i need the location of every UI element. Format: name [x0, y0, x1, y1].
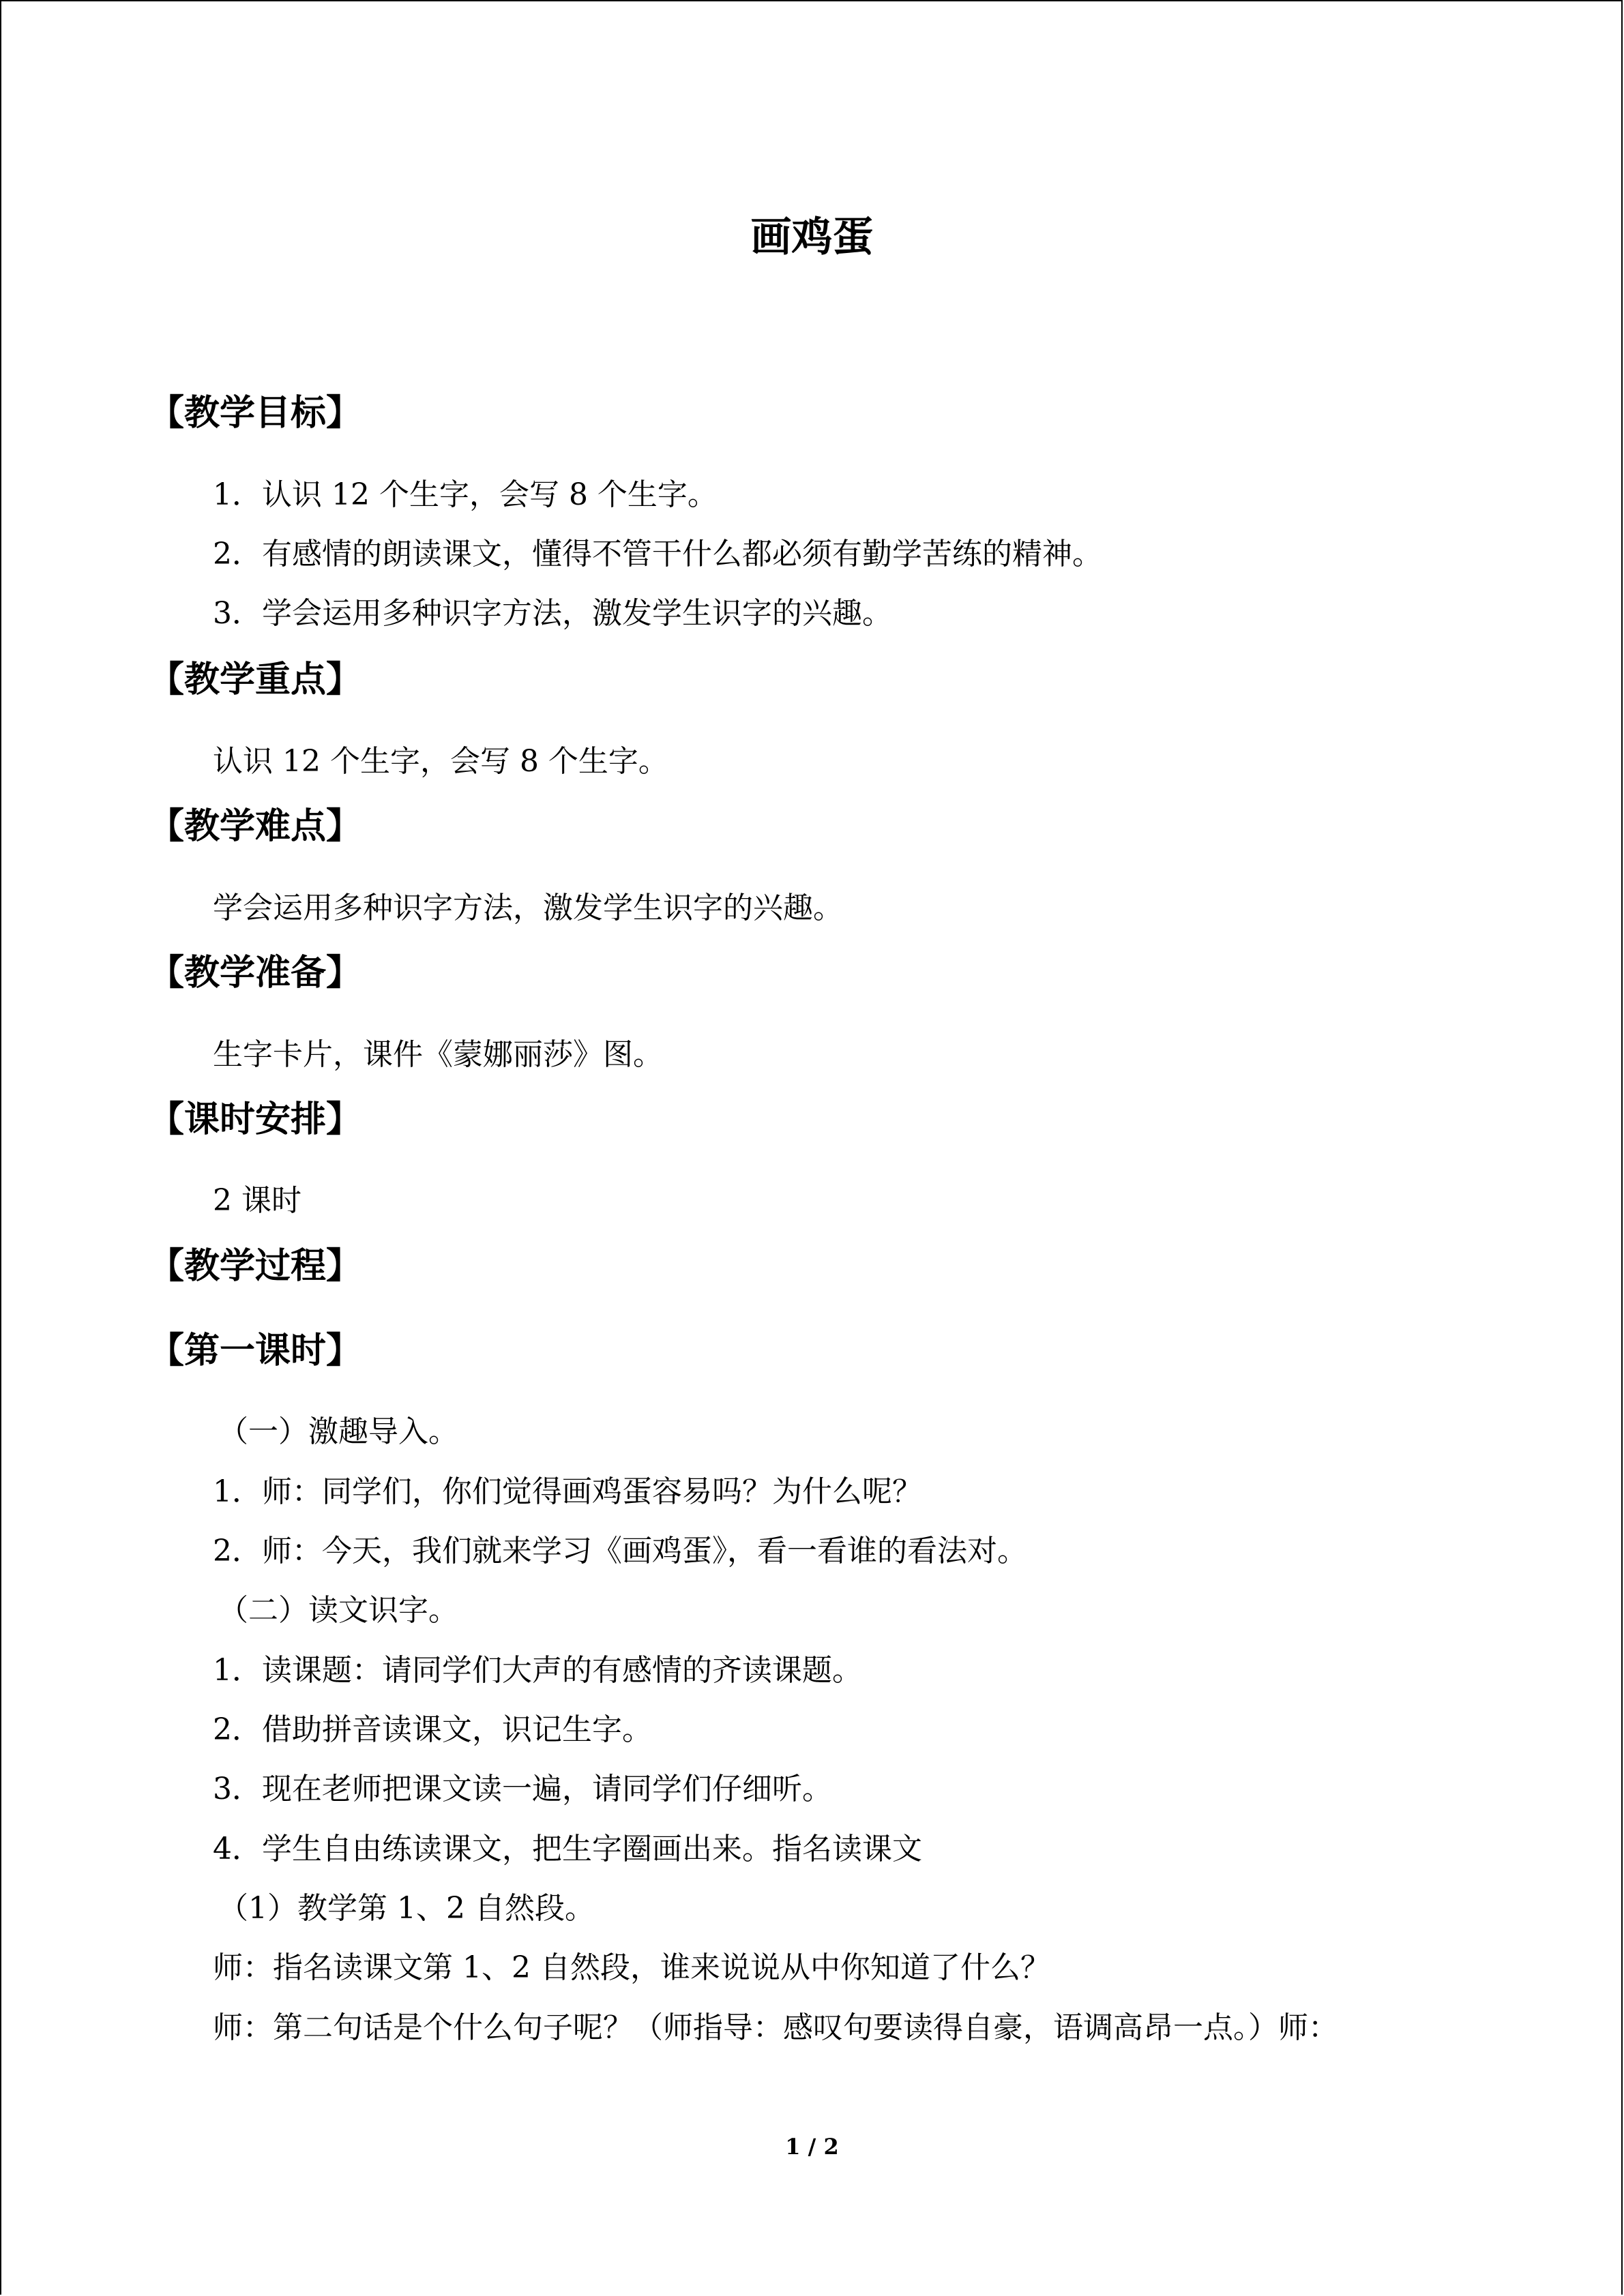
document-title: 画鸡蛋 [750, 213, 874, 261]
heading-schedule: 【课时安排】 [149, 1099, 362, 1140]
lesson1-line-9: （1）教学第 1、2 自然段。 [218, 1891, 595, 1926]
goal-item-1: 1．认识 12 个生字，会写 8 个生字。 [213, 477, 718, 512]
difficulties-text: 学会运用多种识字方法，激发学生识字的兴趣。 [213, 891, 843, 925]
goal-item-3: 3．学会运用多种识字方法，激发学生识字的兴趣。 [213, 596, 892, 631]
lesson1-line-1: （一）激趣导入。 [218, 1414, 458, 1449]
lesson1-line-6: 2．借助拼音读课文，识记生字。 [213, 1712, 652, 1747]
heading-difficulties: 【教学难点】 [149, 806, 362, 847]
heading-process: 【教学过程】 [149, 1246, 362, 1287]
page-number: 1 / 2 [785, 2134, 839, 2160]
lesson1-line-7: 3．现在老师把课文读一遍，请同学们仔细听。 [213, 1772, 832, 1806]
heading-preparation: 【教学准备】 [149, 953, 362, 994]
heading-lesson-1: 【第一课时】 [149, 1330, 362, 1371]
lesson1-line-11: 师：第二句话是个什么句子呢？（师指导：感叹句要读得自豪，语调高昂一点。）师： [213, 2010, 1338, 2045]
lesson1-line-2: 1．师：同学们，你们觉得画鸡蛋容易吗？为什么呢？ [213, 1474, 922, 1509]
lesson1-line-8: 4．学生自由练读课文，把生字圈画出来。指名读课文 [213, 1832, 922, 1866]
schedule-text: 2 课时 [213, 1183, 301, 1218]
lesson1-line-4: （二）读文识字。 [218, 1593, 458, 1628]
goal-item-2: 2．有感情的朗读课文，懂得不管干什么都必须有勤学苦练的精神。 [213, 537, 1102, 571]
lesson1-line-5: 1．读课题：请同学们大声的有感情的齐读课题。 [213, 1653, 862, 1688]
key-points-text: 认识 12 个生字，会写 8 个生字。 [213, 744, 668, 779]
lesson1-line-10: 师：指名读课文第 1、2 自然段，谁来说说从中你知道了什么？ [213, 1950, 1050, 1985]
lesson1-line-3: 2．师：今天，我们就来学习《画鸡蛋》，看一看谁的看法对。 [213, 1534, 1027, 1568]
heading-key-points: 【教学重点】 [149, 659, 362, 700]
heading-teaching-goals: 【教学目标】 [149, 393, 362, 434]
preparation-text: 生字卡片，课件《蒙娜丽莎》图。 [213, 1037, 663, 1072]
